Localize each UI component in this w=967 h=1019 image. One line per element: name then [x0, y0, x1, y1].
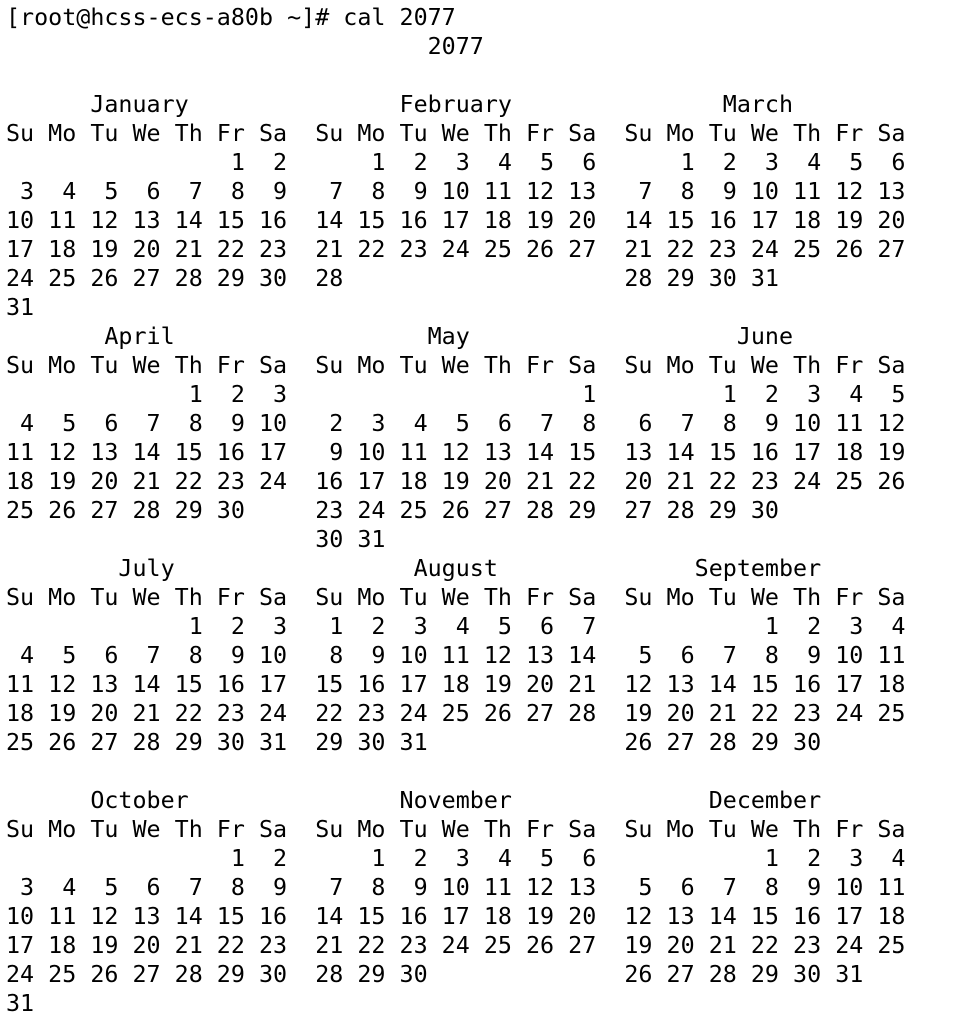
week-row: 3 4 5 6 7 8 9 7 8 9 10 11 12 13 7 8 9 10 11 12 13 — [6, 177, 906, 205]
week-row: 10 11 12 13 14 15 16 14 15 16 17 18 19 20 14 15 16 17 18 19 20 — [6, 206, 906, 234]
week-row: 24 25 26 27 28 29 30 28 28 29 30 31 — [6, 264, 779, 292]
blank-line — [6, 61, 905, 90]
month-names-row: July August September — [6, 554, 822, 582]
week-row — [6, 757, 905, 786]
week-row: 3 4 5 6 7 8 9 7 8 9 10 11 12 13 5 6 7 8 9 10 11 — [6, 873, 906, 901]
month-names-row: October November December — [6, 786, 822, 814]
week-row: 4 5 6 7 8 9 10 2 3 4 5 6 7 8 6 7 8 9 10 11 12 — [6, 409, 906, 437]
month-names-row: January February March — [6, 90, 794, 118]
week-row: 30 31 — [6, 525, 386, 553]
weekday-header-row: Su Mo Tu We Th Fr Sa Su Mo Tu We Th Fr Sa Su Mo Tu We Th Fr Sa — [6, 119, 906, 147]
week-row: 1 2 3 1 1 2 3 4 5 — [6, 380, 906, 408]
week-row: 17 18 19 20 21 22 23 21 22 23 24 25 26 27 21 22 23 24 25 26 27 — [6, 235, 906, 263]
week-row: 1 2 3 1 2 3 4 5 6 7 1 2 3 4 — [6, 612, 906, 640]
weekday-header-row: Su Mo Tu We Th Fr Sa Su Mo Tu We Th Fr Sa Su Mo Tu We Th Fr Sa — [6, 583, 906, 611]
week-row: 18 19 20 21 22 23 24 22 23 24 25 26 27 28 19 20 21 22 23 24 25 — [6, 699, 906, 727]
weekday-header-row: Su Mo Tu We Th Fr Sa Su Mo Tu We Th Fr Sa Su Mo Tu We Th Fr Sa — [6, 815, 906, 843]
week-row: 25 26 27 28 29 30 23 24 25 26 27 28 29 27 28 29 30 — [6, 496, 779, 524]
week-row: 10 11 12 13 14 15 16 14 15 16 17 18 19 20 12 13 14 15 16 17 18 — [6, 902, 906, 930]
year-title: 2077 — [6, 32, 484, 60]
terminal-output — [6, 3, 905, 1018]
week-row: 11 12 13 14 15 16 17 9 10 11 12 13 14 15 13 14 15 16 17 18 19 — [6, 438, 906, 466]
week-row: 1 2 1 2 3 4 5 6 1 2 3 4 5 6 — [6, 148, 906, 176]
month-names-row: April May June — [6, 322, 794, 350]
week-row: 1 2 1 2 3 4 5 6 1 2 3 4 — [6, 844, 906, 872]
week-row: 11 12 13 14 15 16 17 15 16 17 18 19 20 21 12 13 14 15 16 17 18 — [6, 670, 906, 698]
week-row: 31 — [6, 293, 35, 321]
week-row: 4 5 6 7 8 9 10 8 9 10 11 12 13 14 5 6 7 8 9 10 11 — [6, 641, 906, 669]
week-row: 24 25 26 27 28 29 30 28 29 30 26 27 28 29 30 31 — [6, 960, 864, 988]
weekday-header-row: Su Mo Tu We Th Fr Sa Su Mo Tu We Th Fr Sa Su Mo Tu We Th Fr Sa — [6, 351, 906, 379]
command-prompt: [root@hcss-ecs-a80b ~]# cal 2077 — [6, 3, 456, 31]
week-row: 17 18 19 20 21 22 23 21 22 23 24 25 26 27 19 20 21 22 23 24 25 — [6, 931, 906, 959]
week-row: 25 26 27 28 29 30 31 29 30 31 26 27 28 29 30 — [6, 728, 822, 756]
week-row: 31 — [6, 989, 35, 1017]
week-row: 18 19 20 21 22 23 24 16 17 18 19 20 21 22 20 21 22 23 24 25 26 — [6, 467, 906, 495]
